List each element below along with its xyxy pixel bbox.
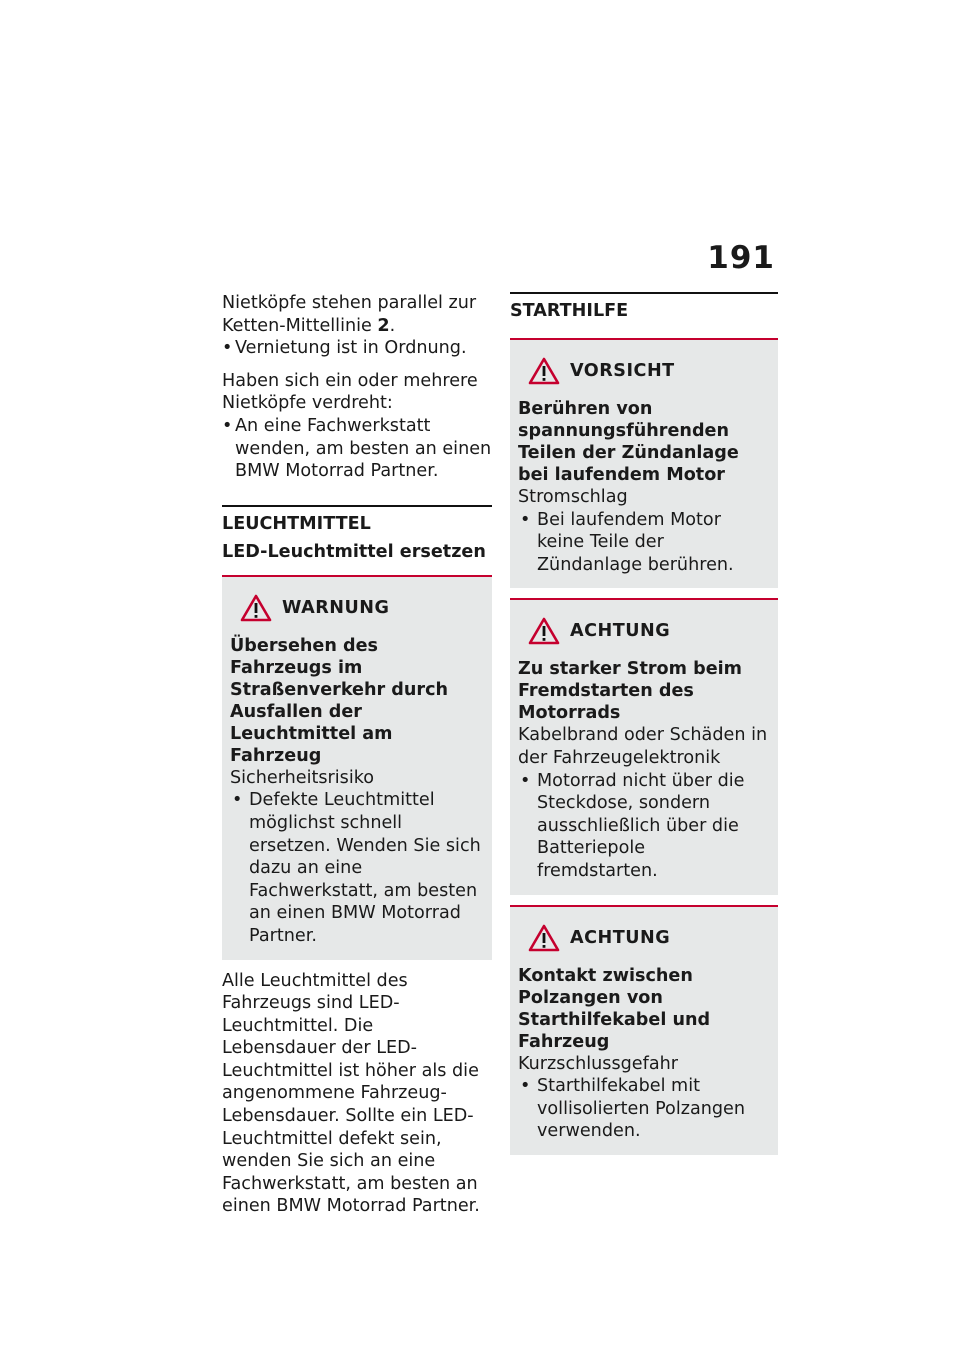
- note-consequence: Kabelbrand oder Schäden in der Fahrzeugelektronik: [518, 725, 768, 768]
- attention-box: [510, 598, 778, 894]
- note-header: [528, 612, 770, 650]
- list-item: • Bei laufendem Motor keine Teile der Zündanlage berühren.: [518, 509, 770, 577]
- warning-triangle-icon: [528, 924, 560, 952]
- note-bullets: [230, 789, 484, 947]
- note-header: [240, 589, 484, 627]
- list-item: • An eine Fachwerkstatt wenden, am besten an einen BMW Motorrad Partner.: [222, 415, 492, 483]
- note-bullets: [518, 509, 770, 577]
- note-consequence: Kurzschlussgefahr: [518, 1053, 678, 1074]
- note-label: VORSICHT: [570, 361, 675, 381]
- left-column: [222, 292, 492, 1218]
- intro-line-2-suffix: .: [389, 315, 396, 336]
- note-bullets: [518, 770, 770, 883]
- note-header: [528, 352, 770, 390]
- warning-triangle-icon: [528, 617, 560, 645]
- list-item: • Motorrad nicht über die Steckdose, sondern ausschließlich über die Batteriepole fremdstarten.: [518, 770, 770, 883]
- warning-box: [222, 575, 492, 960]
- figure-reference: 2: [377, 315, 390, 336]
- note-header: [528, 919, 770, 957]
- note-heading: Kontakt zwischen Polzangen von Starthilfekabel und Fahrzeug: [518, 965, 711, 1052]
- note-consequence: Stromschlag: [518, 487, 628, 507]
- section-title-starthilfe: STARTHILFE: [510, 292, 778, 322]
- note-heading: Übersehen des Fahrzeugs im Straßenverkehr durch Ausfallen der Leuchtmittel am Fahrzeug: [230, 635, 449, 766]
- section-title-leuchtmittel: LEUCHTMITTEL: [222, 505, 492, 535]
- intro-bullets: [222, 337, 492, 360]
- intro-line-1: Nietköpfe stehen parallel zur: [222, 293, 477, 313]
- note-label: ACHTUNG: [570, 621, 671, 642]
- note-heading: Berühren von spannungsführenden Teilen der Zündanlage bei laufendem Motor: [518, 399, 739, 485]
- twisted-rivets-text: Haben sich ein oder mehrere Nietköpfe verdreht:: [222, 370, 478, 414]
- note-bullets: [518, 1075, 770, 1143]
- note-label: ACHTUNG: [570, 927, 671, 948]
- subsection-title-led: LED-Leuchtmittel ersetzen: [222, 541, 486, 562]
- warning-triangle-icon: [240, 594, 272, 622]
- warning-triangle-icon: [528, 357, 560, 385]
- attention-box: [510, 905, 778, 1155]
- intro-line-2-prefix: Ketten-Mittellinie: [222, 315, 378, 336]
- note-consequence: Sicherheitsrisiko: [230, 767, 375, 788]
- list-item: • Starthilfekabel mit vollisolierten Polzangen verwenden.: [518, 1075, 770, 1143]
- caution-box: [510, 338, 778, 588]
- intro-line-2: [222, 315, 492, 338]
- body-text: Alle Leuchtmittel des Fahrzeugs sind LED-Leuchtmittel. Die Lebensdauer der LED-Leuchtmittel ist höher als die angenommene Fahrzeug-Lebensdauer. Sollte ein LED-Leuchtmittel defekt sein, wenden Sie sich an eine Fachwerkstatt, am besten an einen BMW Motorrad Partner.: [222, 970, 480, 1217]
- note-label: WARNUNG: [282, 597, 390, 618]
- note-heading: Zu starker Strom beim Fremdstarten des Motorrads: [518, 659, 742, 724]
- page-number: 191: [707, 240, 775, 276]
- list-item: • Defekte Leuchtmittel möglichst schnell ersetzen. Wenden Sie sich dazu an eine Fachwerkstatt, am besten an einen BMW Motorrad Partner.: [230, 789, 484, 947]
- right-column: [510, 292, 778, 1155]
- list-item: • Vernietung ist in Ordnung.: [222, 337, 492, 360]
- twisted-bullets: [222, 415, 492, 483]
